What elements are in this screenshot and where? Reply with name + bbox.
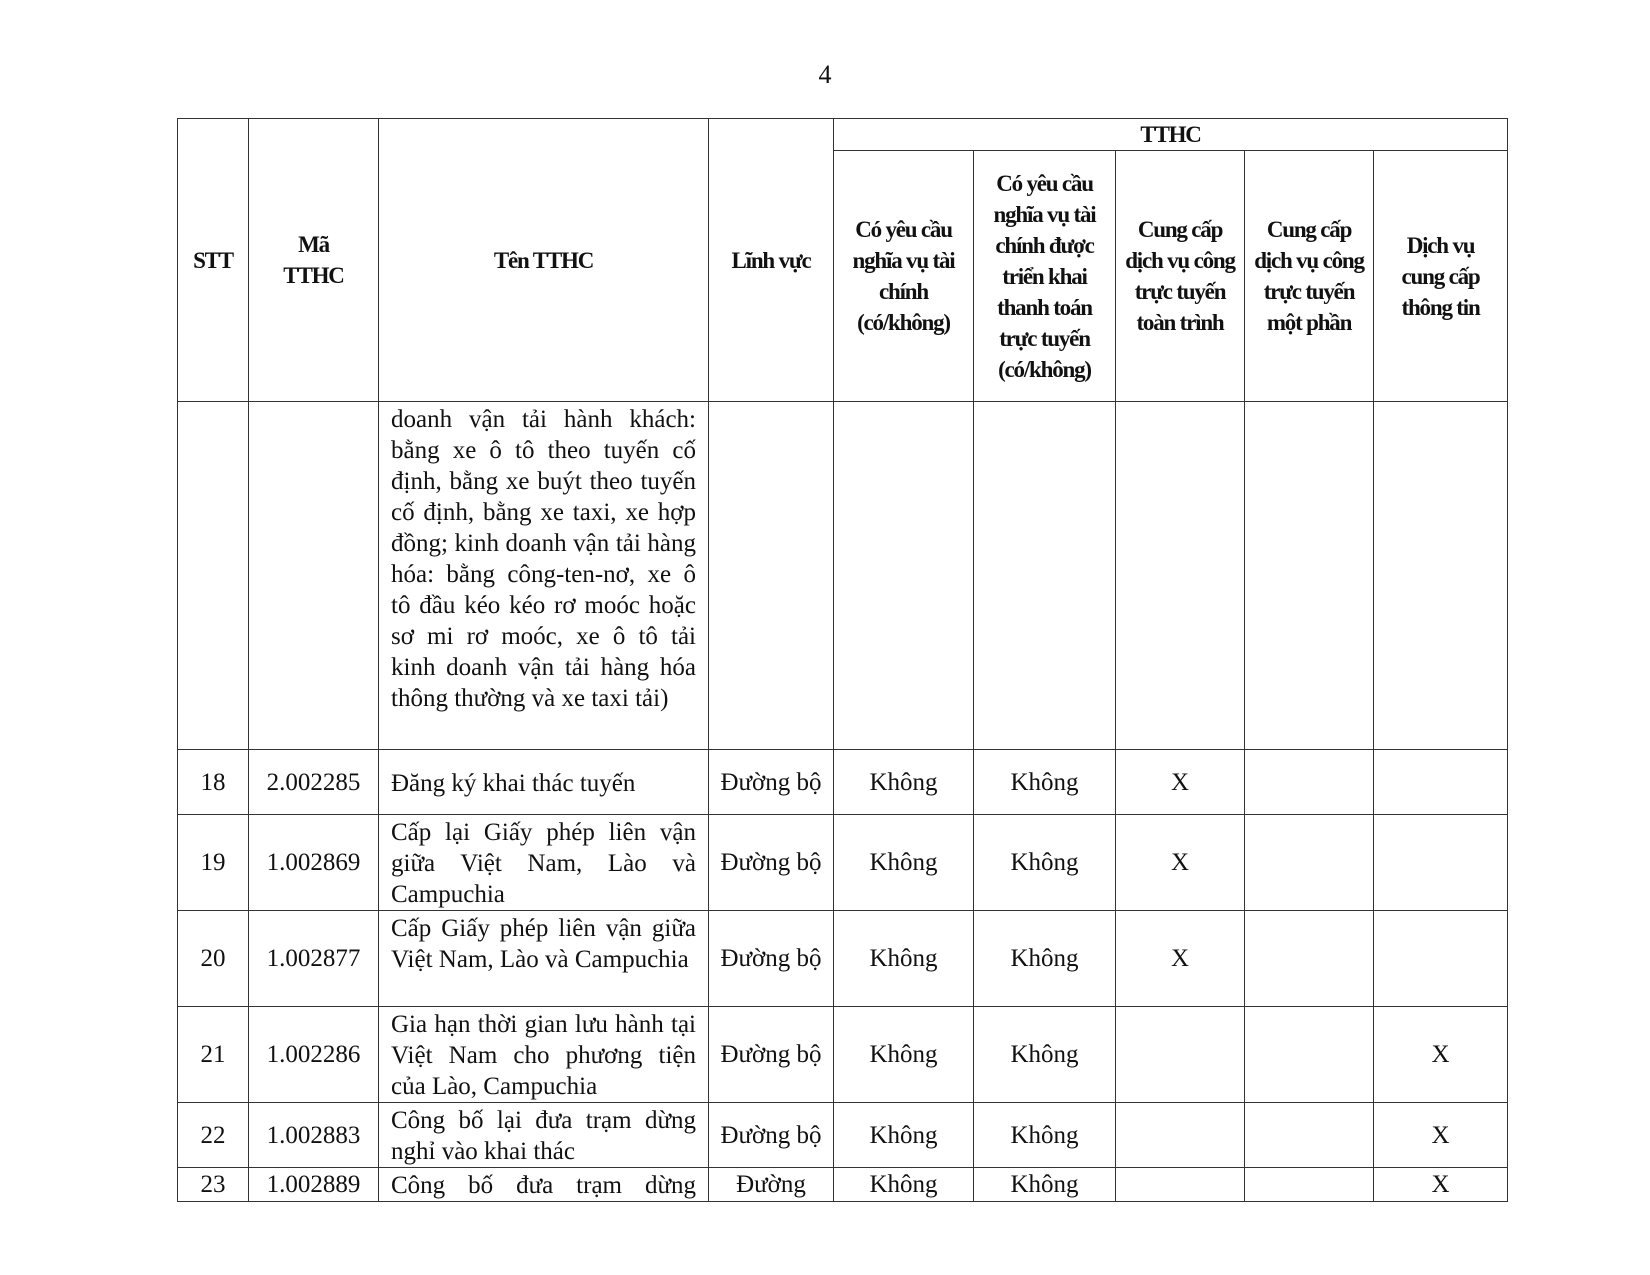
cell-ma: 1.002286 [249, 1007, 379, 1103]
cell-thanh-toan: Không [974, 911, 1116, 1007]
cell-ten: doanh vận tải hành khách: bằng xe ô tô theo tuyến cố định, bằng xe buýt theo tuyến cố định, bằng xe taxi, xe hợp đồng; kinh doanh vận tải hàng hóa: bằng công-ten-nơ, xe ô tô đầu kéo kéo rơ moóc hoặc sơ mi rơ moóc, xe ô tô tải kinh doanh vận tải hàng hóa thông thường và xe taxi tải) [379, 402, 709, 750]
cell-mot-phan [1245, 1007, 1374, 1103]
cell-toan-trinh [1116, 1103, 1245, 1168]
cell-linh-vuc: Đường [709, 1168, 834, 1202]
cell-tai-chinh: Không [834, 750, 974, 815]
cell-tai-chinh [834, 402, 974, 750]
cell-thong-tin: X [1374, 1007, 1508, 1103]
cell-toan-trinh [1116, 402, 1245, 750]
header-linh-vuc: Lĩnh vực [709, 119, 834, 402]
header-dich-vu-cung-cap-thong-tin: Dịch vụ cung cấp thông tin [1374, 151, 1508, 402]
cell-thong-tin [1374, 911, 1508, 1007]
cell-ten: Cấp lại Giấy phép liên vận giữa Việt Nam, Lào và Campuchia [379, 815, 709, 911]
header-tthc-group: TTHC [834, 119, 1508, 151]
page-number: 4 [818, 60, 832, 89]
cell-mot-phan [1245, 1168, 1374, 1202]
cell-stt [178, 402, 249, 750]
cell-mot-phan [1245, 815, 1374, 911]
cell-stt: 23 [178, 1168, 249, 1202]
cell-mot-phan [1245, 1103, 1374, 1168]
header-thanh-toan-truc-tuyen: Có yêu cầu nghĩa vụ tài chính được triển khai thanh toán trực tuyến (có/không) [974, 151, 1116, 402]
table-header-row [178, 119, 1508, 151]
cell-toan-trinh: X [1116, 815, 1245, 911]
cell-stt: 18 [178, 750, 249, 815]
cell-thong-tin: X [1374, 1103, 1508, 1168]
table-row [178, 1103, 1508, 1168]
cell-stt: 20 [178, 911, 249, 1007]
cell-tai-chinh: Không [834, 815, 974, 911]
cell-tai-chinh: Không [834, 1168, 974, 1202]
cell-thanh-toan: Không [974, 815, 1116, 911]
cell-thanh-toan [974, 402, 1116, 750]
header-ma-tthc: Mã TTHC [249, 119, 379, 402]
cell-toan-trinh: X [1116, 750, 1245, 815]
table-row-continuation [178, 402, 1508, 750]
cell-stt: 19 [178, 815, 249, 911]
cell-ma: 1.002883 [249, 1103, 379, 1168]
cell-ma: 1.002877 [249, 911, 379, 1007]
tthc-table [177, 118, 1508, 1202]
cell-thanh-toan: Không [974, 1168, 1116, 1202]
header-stt: STT [178, 119, 249, 402]
cell-ten: Công bố đưa trạm dừng [379, 1168, 709, 1202]
cell-ma [249, 402, 379, 750]
cell-ten: Gia hạn thời gian lưu hành tại Việt Nam cho phương tiện của Lào, Campuchia [379, 1007, 709, 1103]
cell-ten: Cấp Giấy phép liên vận giữa Việt Nam, Lào và Campuchia [379, 911, 709, 1007]
cell-tai-chinh: Không [834, 1007, 974, 1103]
header-dvc-toan-trinh: Cung cấp dịch vụ công trực tuyến toàn trình [1116, 151, 1245, 402]
cell-toan-trinh [1116, 1168, 1245, 1202]
cell-thong-tin [1374, 815, 1508, 911]
table-row [178, 815, 1508, 911]
cell-mot-phan [1245, 402, 1374, 750]
cell-ma: 1.002889 [249, 1168, 379, 1202]
cell-stt: 21 [178, 1007, 249, 1103]
table-row [178, 1007, 1508, 1103]
cell-toan-trinh [1116, 1007, 1245, 1103]
cell-stt: 22 [178, 1103, 249, 1168]
header-co-yeu-cau-nghia-vu-tai-chinh: Có yêu cầu nghĩa vụ tài chính (có/không) [834, 151, 974, 402]
cell-thanh-toan: Không [974, 750, 1116, 815]
cell-thanh-toan: Không [974, 1103, 1116, 1168]
cell-thong-tin [1374, 750, 1508, 815]
cell-ma: 2.002285 [249, 750, 379, 815]
table-row [178, 911, 1508, 1007]
header-dvc-mot-phan: Cung cấp dịch vụ công trực tuyến một phần [1245, 151, 1374, 402]
cell-toan-trinh: X [1116, 911, 1245, 1007]
cell-linh-vuc [709, 402, 834, 750]
cell-linh-vuc: Đường bộ [709, 1103, 834, 1168]
cell-linh-vuc: Đường bộ [709, 1007, 834, 1103]
cell-ten: Công bố lại đưa trạm dừng nghỉ vào khai thác [379, 1103, 709, 1168]
cell-linh-vuc: Đường bộ [709, 911, 834, 1007]
cell-mot-phan [1245, 750, 1374, 815]
cell-tai-chinh: Không [834, 1103, 974, 1168]
cell-ma: 1.002869 [249, 815, 379, 911]
cell-ten: Đăng ký khai thác tuyến [379, 750, 709, 815]
cell-mot-phan [1245, 911, 1374, 1007]
cell-linh-vuc: Đường bộ [709, 815, 834, 911]
table-row [178, 750, 1508, 815]
cell-thong-tin [1374, 402, 1508, 750]
cell-thong-tin: X [1374, 1168, 1508, 1202]
cell-thanh-toan: Không [974, 1007, 1116, 1103]
cell-tai-chinh: Không [834, 911, 974, 1007]
header-ten-tthc: Tên TTHC [379, 119, 709, 402]
cell-linh-vuc: Đường bộ [709, 750, 834, 815]
table-row [178, 1168, 1508, 1202]
